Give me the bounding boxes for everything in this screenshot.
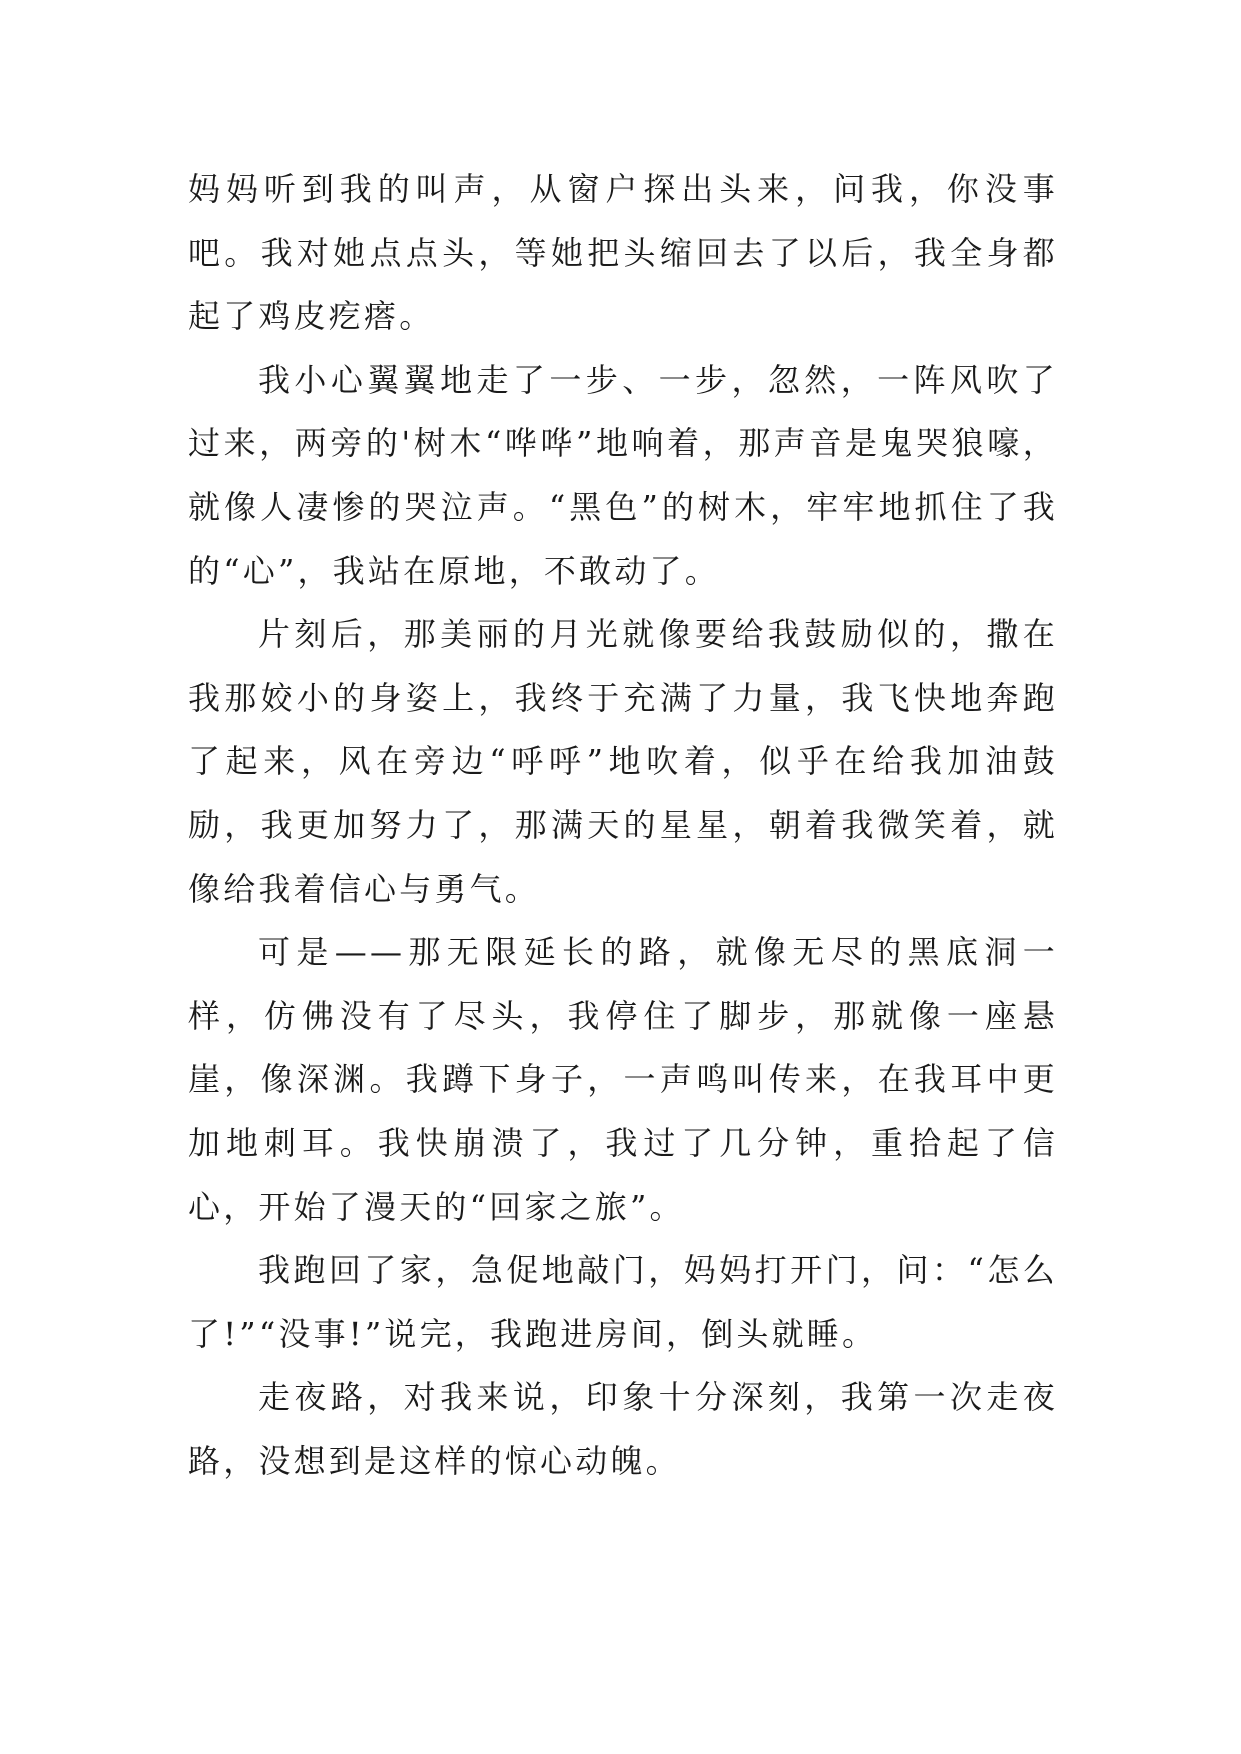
paragraph-2: 我小心翼翼地走了一步、一步，忽然，一阵风吹了过来，两旁的'树木“哗哗”地响着，那声音是鬼哭狼嚎，就像人凄惨的哭泣声。“黑色”的树木，牢牢地抓住了我的“心”，我站在原地，不敢动了。 [188,360,1058,590]
paragraph-4: 可是——那无限延长的路，就像无尽的黑底洞一样，仿佛没有了尽头，我停住了脚步，那就像一座悬崖，像深渊。我蹲下身子，一声鸣叫传来，在我耳中更加地刺耳。我快崩溃了，我过了几分钟，重拾起了信心，开始了漫天的“回家之旅”。 [188,933,1058,1226]
paragraph-3: 片刻后，那美丽的月光就像要给我鼓励似的，撒在我那姣小的身姿上，我终于充满了力量，我飞快地奔跑了起来，风在旁边“呼呼”地吹着，似乎在给我加油鼓励，我更加努力了，那满天的星星，朝着我微笑着，就像给我着信心与勇气。 [188,615,1058,908]
paragraph-1: 妈妈听到我的叫声，从窗户探出头来，问我，你没事吧。我对她点点头，等她把头缩回去了以后，我全身都起了鸡皮疙瘩。 [188,170,1058,336]
paragraph-6: 走夜路，对我来说，印象十分深刻，我第一次走夜路，没想到是这样的惊心动魄。 [188,1378,1058,1480]
body-text [188,158,1058,1493]
paragraph-5: 我跑回了家，急促地敲门，妈妈打开门，问：“怎么了!”“没事!”说完，我跑进房间，倒头就睡。 [188,1251,1058,1353]
